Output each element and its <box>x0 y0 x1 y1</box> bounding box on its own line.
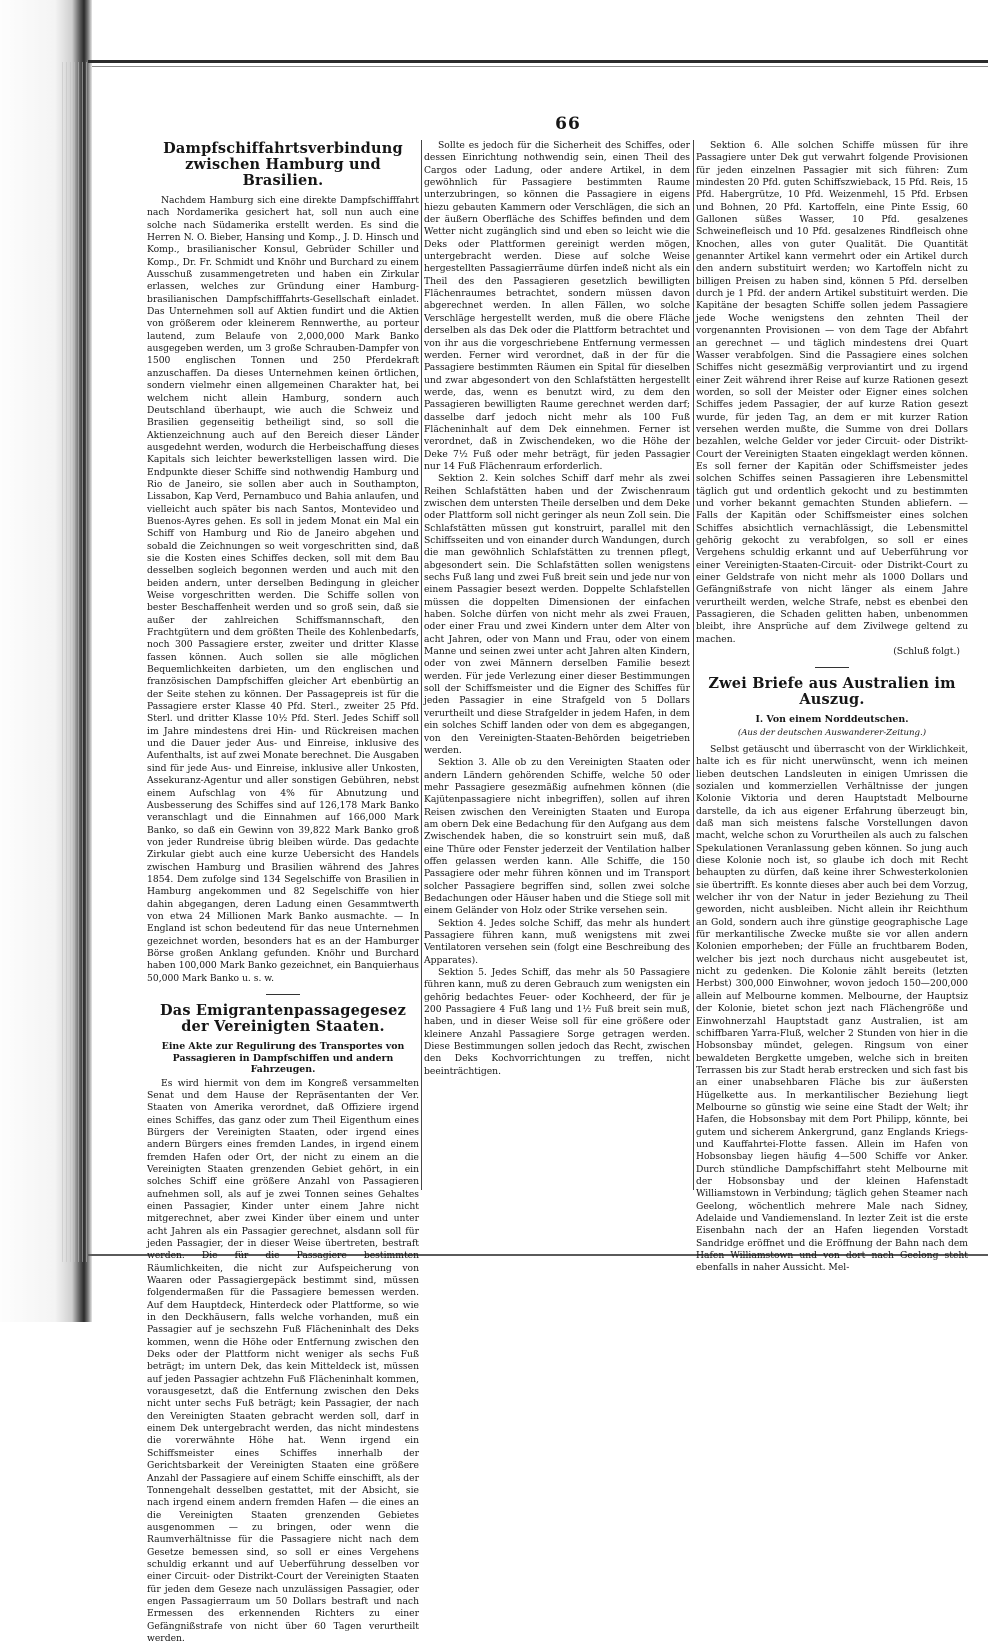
page-top-edge-inner <box>92 66 988 67</box>
article-2-section-3: Sektion 3. Alle ob zu den Vereinigten Staaten oder andern Ländern gehörenden Schiffe, welche 50 oder mehr Passagiere gesezmäßig aufnehmen können (die Kajütenpassagiere nicht inbegriffen), sollen auf ihren Reisen zwischen den Vereinigten Staaten und Europa am obern Dek eine Bedachung für den Aufgang aus dem Zwischendek haben, die so konstruirt sein muß, daß eine Thüre oder Fenster jederzeit der Ventilation halber offen gelassen werden kann. Alle Schiffe, die 150 Passagiere oder mehr führen können und im Transport solcher Passagiere begriffen sind, sollen zwei solche Bedachungen oder Häuser haben und die Stiege soll mit einem Geländer von Holz oder Strike versehen sein. <box>424 757 690 917</box>
article-3-title: Zwei Briefe aus Australien im Auszug. <box>696 676 968 708</box>
article-2-title: Das Emigrantenpassagegesez der Vereinigten Staaten. <box>147 1003 419 1035</box>
column-rule-1 <box>421 140 422 1190</box>
article-2-paragraph: Es wird hiermit von dem im Kongreß versammelten Senat und dem Hause der Repräsentanten der Ver. Staaten von Amerika verordnet, daß Offiziere irgend eines Schiffes, das ganz oder zum Theil Eigenthum eines Bürgers der Vereinigten Staaten, oder irgend eines andern Bürgers eines fremden Landes, in irgend einem fremden Hafen oder Ort, der nicht zu einem an die Vereinigten Staaten grenzenden Gebiet gehört, in ein solches Schiff eine größere Anzahl von Passagieren aufnehmen soll, als auf je zwei Tonnen seines Gehaltes einen Passagier, Kinder unter einem Jahre nicht mitgerechnet, aber zwei Kinder über einem und unter acht Jahren als ein Passagier gerechnet, alsdann soll für jeden Passagier, der in dieser Weise übertreten, bestraft werden. Die für die Passagiere bestimmten Räumlichkeiten, die nicht zur Aufspeicherung von Waaren oder Passagiergepäck bestimmt sind, müssen folgendermaßen für die Passagiere bemessen werden. Auf dem Hauptdeck, Hinterdeck oder Plattforme, so wie in den Deckhäusern, falls welche vorhanden, muß ein Passagier auf je sechszehn Fuß Flächeninhalt des Deks kommen, wenn die Höhe oder Entfernung zwischen den Deks oder der Plattform nicht weniger als sechs Fuß beträgt; im untern Dek, das kein Mitteldeck ist, müssen auf jeden Passagier achtzehn Fuß Flächeninhalt kommen, vorausgesetzt, daß die Entfernung zwischen den Deks nicht unter sechs Fuß beträgt; kein Passagier, der nach den Vereinigten Staaten gebracht werden soll, darf in einem Dek untergebracht werden, das nicht mindestens die vorerwähnte Höhe hat. Wenn irgend ein Schiffsmeister eines Schiffes innerhalb der Gerichtsbarkeit der Vereinigten Staaten eine größere Anzahl der Passagiere auf einem Schiffe einschifft, als der Tonnengehalt desselben gestattet, mit der Absicht, sie nach irgend einem andern fremden Hafen — die eines an die Vereinigten Staaten grenzenden Gebietes ausgenommen — zu bringen, oder wenn die Raumverhältnisse für die Passagiere nicht nach dem Gesetze bemessen sind, so soll er eines Vergehens schuldig erkannt und auf Ueberführung desselben vor einer Circuit- oder Distrikt-Court der Vereinigten Staaten für jeden dem Geseze nach unzulässigen Passagier, oder engen Passagierraum um 50 Dollars bestraft und nach Ermessen des erkennenden Richters zu einer Gefängnißstrafe von nicht über 60 Tagen verurtheilt werden. <box>147 1078 419 1645</box>
article-2-continuation-note: (Schluß folgt.) <box>696 646 968 658</box>
article-3-subtitle: I. Von einem Norddeutschen. <box>696 714 968 726</box>
column-1 <box>147 140 419 1225</box>
column-rule-2 <box>693 140 694 1190</box>
article-1-paragraph: Nachdem Hamburg sich eine direkte Dampfschifffahrt nach Nordamerika gesichert hat, soll nun auch eine solche nach Südamerika erstellt werden. Es sind die Herren N. O. Bieber, Hansing und Komp., J. D. Hinsch und Komp., brasilianischer Konsul, Gebrüder Schiller und Komp., Dr. Fr. Schmidt und Knöhr und Burchard zu einem Ausschuß zusammengetreten und haben ein Zirkular erlassen, welches zur Gründung einer Hamburg-brasilianischen Dampfschifffahrts-Gesellschaft einladet. Das Unternehmen soll auf Aktien fundirt und die Aktien von größerem oder kleinerem Rennwerthe, au porteur lautend, zum Belaufe von 2,000,000 Mark Banko ausgegeben werden, um 3 große Schrauben-Dampfer von 1500 englischen Tonnen und 250 Pferdekraft anzuschaffen. Da dieses Unternehmen keinen örtlichen, sondern vielmehr einen allgemeinen Charakter hat, bei welchem nicht allein Hamburg, sondern auch Deutschland überhaupt, wie auch die Schweiz und Brasilien gegenseitig betheiligt sind, so soll die Aktienzeichnung auch auf den Bereich dieser Länder ausgedehnt werden, wodurch die Herbeischaffung dieses Kapitals sich leichter bewerkstelligen lassen wird. Die Endpunkte dieser Schiffe sind nothwendig Hamburg und Rio de Janeiro, sie sollen aber auch in Southampton, Lissabon, Kap Verd, Pernambuco und Bahia anlaufen, und vielleicht auch später bis nach Santos, Montevideo und Buenos-Ayres gehen. Es soll in jedem Monat ein Mal ein Schiff von Hamburg und Rio de Janeiro abgehen und sobald die Zeichnungen so weit vorgeschritten sind, daß sie die Kosten eines Schiffes decken, soll mit dem Bau desselben sogleich begonnen werden und auch mit den beiden andern, unter derselben Bedingung in gleicher Weise vorgeschritten werden. Die Schiffe sollen von bester Beschaffenheit werden und so groß sein, daß sie außer der zahlreichen Schiffsmannschaft, den Frachtgütern und dem größten Theile des Kohlenbedarfs, noch 300 Passagiere erster, zweiter und dritter Klasse fassen können. Auch sollen sie alle möglichen Bequemlichkeiten darbieten, um den englischen und französischen Dampfschiffen gleicher Art ebenbürtig an der Seite stehen zu können. Der Passagepreis ist für die Passagiere erster Klasse 40 Pfd. Sterl., zweiter 25 Pfd. Sterl. und dritter Klasse 10½ Pfd. Sterl. Jedes Schiff soll im Jahre mindestens drei Hin- und Rückreisen machen und die Dauer jeder Aus- und Einreise, inklusive des Aufenthalts, ist auf zwei Monate berechnet. Die Ausgaben sind für jede Aus- und Einreise, inklusive aller Unkosten, Assekuranz-Agentur und aller sonstigen Gebühren, nebst einem Aufschlag von 4% für Abnutzung und Ausbesserung des Schiffes sind auf 126,178 Mark Banko veranschlagt und die Einnahmen auf 166,000 Mark Banko, so daß ein Gewinn von 39,822 Mark Banko groß von jeder Rundreise übrig bleiben würde. Das gedachte Zirkular giebt auch eine kurze Uebersicht des Handels zwischen Hamburg und Brasilien während des Jahres 1854. Dem zufolge sind 134 Segelschiffe von Brasilien in Hamburg angekommen und 82 Segelschiffe von hier dahin abgegangen, deren Ladung einen Gesammtwerth von etwa 24 Millionen Mark Banko ausmachte. — In England ist schon bedeutend für das neue Unternehmen gezeichnet worden, besonders hat es an der Hamburger Börse großen Anklang gefunden. Knöhr und Burchard haben 100,000 Mark Banko gezeichnet, ein Banquierhaus 50,000 Mark Banko u. s. w. <box>147 195 419 985</box>
page-number: 66 <box>538 114 598 134</box>
column-2 <box>424 140 690 1225</box>
column-3 <box>696 140 968 1225</box>
section-divider <box>266 994 300 995</box>
page-top-edge <box>88 60 988 63</box>
article-2-section-2: Sektion 2. Kein solches Schiff darf mehr als zwei Reihen Schlafstätten haben und der Zwischenraum zwischen dem untersten Theile derselben und dem Deke oder Plattform soll nicht geringer als neun Zoll sein. Die Schlafstätten müssen gut konstruirt, parallel mit den Schiffsseiten und von einander durch Wandungen, durch die man gewöhnlich Schlafstätten zu trennen pflegt, abgesondert sein. Die Schlafstätten sollen wenigstens sechs Fuß lang und zwei Fuß breit sein und jede nur von einem Passagier besezt werden. Doppelte Schlafstellen müssen die doppelten Dimensionen der einfachen haben. Solche dürfen von nicht mehr als zwei Frauen, oder einer Frau und zwei Kindern unter dem Alter von acht Jahren, oder von Mann und Frau, oder von einem Manne und seinen zwei unter acht Jahren alten Kindern, oder von zwei Männern derselben Familie besezt werden. Für jede Verlezung einer dieser Bestimmungen soll der Schiffsmeister und die Eigner des Schiffes für jeden Passagier in eine Strafgeld von 5 Dollars verurtheilt und diese Strafgelder in jedem Hafen, in dem ein solches Schiff landen oder von dem es abgegangen, von den Vereinigten-Staaten-Behörden beigetrieben werden. <box>424 473 690 757</box>
section-divider <box>815 667 849 668</box>
article-3-source: (Aus der deutschen Auswanderer-Zeitung.) <box>696 728 968 739</box>
page-gutter-edges <box>62 62 92 1262</box>
article-2-paragraph: Sollte es jedoch für die Sicherheit des Schiffes, oder dessen Einrichtung nothwendig sein, einen Theil des Cargos oder Ladung, oder andere Artikel, in dem gewöhnlich für Passagiere bestimmten Raume unterzubringen, so können die Passagiere in eigens hiezu gebauten Kammern oder Verschlägen, die sich an der äußern Oberfläche des Schiffes befinden und dem Wetter nicht zugänglich sind und eben so leicht wie die Deks oder Plattformen gereinigt werden mögen, untergebracht werden. Diese auf solche Weise hergestellten Passagierräume dürfen indeß nicht als ein Theil des den Passagieren gesetzlich bewilligten Flächenraumes betrachtet, sondern müssen davon abgerechnet werden. In allen Fällen, wo solche Verschläge hergestellt werden, muß die obere Fläche derselben als das Dek oder die Plattform betrachtet und von ihr aus die vorgeschriebene Entfernung vermessen werden. Ferner wird verordnet, daß in der für die Passagiere bestimmten Räumen ein Spital für dieselben und zwar abgesondert von den Schlafstätten hergestellt werde, das, wenn es benutzt wird, zu dem den Passagieren bewilligten Raume gerechnet werden darf; dasselbe darf jedoch nicht mehr als 100 Fuß Flächeninhalt auf dem Dek einnehmen. Ferner ist verordnet, daß in Zwischendeken, wo die Höhe der Deke 7½ Fuß oder mehr beträgt, für jeden Passagier nur 14 Fuß Flächenraum erforderlich. <box>424 140 690 473</box>
article-1-title: Dampfschiffahrtsverbindung zwischen Hamburg und Brasilien. <box>147 141 419 189</box>
article-2-subtitle: Eine Akte zur Regulirung des Transportes von Passagieren in Dampfschiffen und andern Fahrzeugen. <box>147 1041 419 1076</box>
article-2-section-4: Sektion 4. Jedes solche Schiff, das mehr als hundert Passagiere führen kann, muß wenigstens mit zwei Ventilatoren versehen sein (folgt eine Beschreibung des Apparates). <box>424 918 690 967</box>
article-3-paragraph: Selbst getäuscht und überrascht von der Wirklichkeit, halte ich es für nicht unerwünscht, wenn ich meinen lieben deutschen Landsleuten in einigen Umrissen die sozialen und kommerziellen Verhältnisse der jungen Kolonie Viktoria und deren Hauptstadt Melbourne darstelle, da ich aus eigener Erfahrung überzeugt bin, daß man sich meistens falsche Vorstellungen davon macht, welche schon zu Vorurtheilen als auch zu falschen Spekulationen Veranlassung geben können. So jung auch diese Kolonie noch ist, so glaube ich doch mit Recht behaupten zu dürfen, daß keine ihrer Schwesterkolonien sie übertrifft. Es konnte dieses aber auch bei dem Vorzug, welcher ihr von der Natur in jeder Beziehung zu Theil geworden, nicht ausbleiben. Nicht allein ihr Reichthum an Gold, sondern auch ihre günstige geographische Lage für merkantilische Zwecke mußte sie vor allen andern Kolonien emporheben; der Fülle an fruchtbarem Boden, welcher bis jezt noch durchaus nicht ausgebeutet ist, nicht zu gedenken. Die Kolonie zählt bereits (letzten Herbst) 300,000 Einwohner, wovon jedoch 150—200,000 allein auf Melbourne kommen. Melbourne, der Hauptsiz der Kolonie, bietet schon jezt nach Flächengröße und Einwohnerzahl Hauptstadt ganz Australien, ist am schiffbaren Yarra-Fluß, welcher 2 Stunden von hier in die Hobsonsbay mündet, gelegen. Ringsum von einer bewaldeten Bergkette umgeben, welche sich in breiten Terrassen bis zur Stadt herab erstrecken und sich fast bis an einer unabsehbaren Fläche bis zur äußersten Hügelkette aus. In merkantilischer Beziehung liegt Melbourne so günstig wie seine eine Stadt der Welt; ihr Hafen, die Hobsonsbay mit dem Port Philipp, könnte, bei gutem und sicherem Ankergrund, ganz Englands Kriegs- und Kauffahrtei-Flotte fassen. Allein im Hafen von Hobsonsbay liegen häufig 4—500 Schiffe vor Anker. Durch stündliche Dampfschiffahrt steht Melbourne mit der Hobsonsbay und der kleinen Hafenstadt Williamstown in Verbindung; täglich gehen Steamer nach Geelong, wöchentlich mehrere Male nach Sidney, Adelaide und Vandiemensland. In lezter Zeit ist die erste Eisenbahn nach der an Hafen liegenden Vorstadt Sandridge eröffnet und die Eröffnung der Bahn nach dem Hafen Williamstown und von dort nach Geelong steht ebenfalls in naher Aussicht. Mel- <box>696 744 968 1275</box>
article-2-section-5: Sektion 5. Jedes Schiff, das mehr als 50 Passagiere führen kann, muß zu deren Gebrauch zum wenigsten ein gehörig bedachtes Feuer- oder Kochheerd, der für je 200 Passagiere 4 Fuß lang und 1½ Fuß breit sein muß, haben, und in dieser Weise soll für eine größere oder kleinere Anzahl Passagiere Sorge getragen werden. Diese Bestimmungen sollen jedoch das Recht, zwischen den Deks Kochvorrichtungen zu treffen, nicht beeinträchtigen. <box>424 967 690 1078</box>
article-2-section-6: Sektion 6. Alle solchen Schiffe müssen für ihre Passagiere unter Dek gut verwahrt folgende Provisionen für jeden einzelnen Passagier mit sich führen: Zum mindesten 20 Pfd. guten Schiffszwieback, 15 Pfd. Reis, 15 Pfd. Habergrütze, 10 Pfd. Weizenmehl, 15 Pfd. Erbsen und Bohnen, 20 Pfd. Kartoffeln, eine Pinte Essig, 60 Gallonen süßes Wasser, 10 Pfd. gesalzenes Schweinefleisch und 10 Pfd. gesalzenes Rindfleisch ohne Knochen, alles von guter Qualität. Die Quantität genannter Artikel kann vermehrt oder ein Artikel durch den andern substituirt werden; wo Kartoffeln nicht zu billigen Preisen zu haben sind, können 5 Pfd. derselben durch je 1 Pfd. der andern Artikel substituirt werden. Die Kapitäne der besagten Schiffe sollen jedem Passagiere jede Woche wenigstens den zehnten Theil der vorgenannten Provisionen — von dem Tage der Abfahrt an gerechnet — und täglich mindestens drei Quart Wasser verabfolgen. Sind die Passagiere eines solchen Schiffes nicht gesezmäßig verproviantirt und zu irgend einer Zeit während ihrer Reise auf kurze Rationen gesezt worden, so soll der Meister oder Eigner eines solchen Schiffes jedem Passagier, der auf kurze Ration gesezt wurde, für jeden Tag, an dem er mit kurzer Ration versehen werden mußte, die Summe von drei Dollars bezahlen, welche Gelder vor jeder Circuit- oder Distrikt-Court der Vereinigten Staaten eingeklagt werden können. Es soll ferner der Kapitän oder Schiffsmeister jedes solchen Schiffes seinen Passagieren ihre Lebensmittel täglich gut und ordentlich gekocht und zu bestimmten und vorher bekannt gemachten Stunden abliefern. — Falls der Kapitän oder Schiffsmeister eines solchen Schiffes absichtlich vernachlässigt, die Lebensmittel gehörig gekocht zu verabfolgen, so soll er eines Vergehens schuldig erkannt und auf Ueberführung vor einer Vereinigten-Staaten-Circuit- oder Distrikt-Court zu einer Geldstrafe von nicht mehr als 1000 Dollars und Gefängnißstrafe von nicht länger als einem Jahre verurtheilt werden, welche Strafe, nebst es ebenbei den Passagieren, die Schaden gelitten haben, unbenommen bleibt, ihre Ansprüche auf dem Zivilwege geltend zu machen. <box>696 140 968 646</box>
